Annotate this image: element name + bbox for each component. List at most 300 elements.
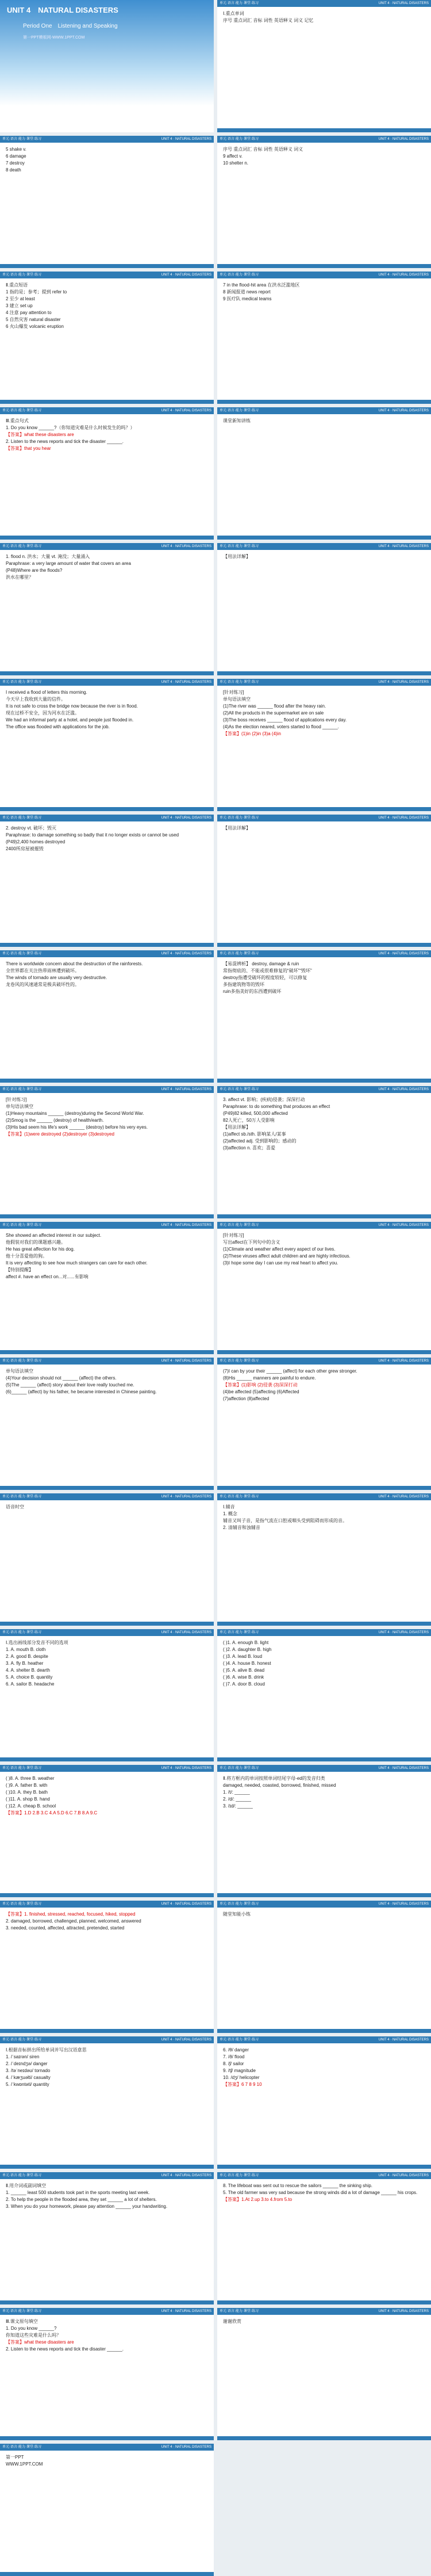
- slide-bottom-bar: [217, 1622, 431, 1626]
- slide-text-line: 1. Do you know ______?（你知道灾难是什么时候发生的吗？）: [6, 425, 135, 430]
- slide-15: [217, 950, 431, 1083]
- slide-text-line: (1)Heavy mountains ______ (destroy)during the Second World War.: [6, 1111, 144, 1116]
- slide-body: [223, 961, 425, 1076]
- slide-top-bar: [0, 1222, 214, 1229]
- slide-text-line: 【用法详解】: [223, 1125, 251, 1130]
- nav-left[interactable]: 单元·语言·能力·课堂·练习: [2, 137, 41, 141]
- slide-text-line: (7)I can by your their ______ (affect) for each other grew stronger.: [223, 1369, 357, 1374]
- slide-top-bar: [0, 407, 214, 414]
- slide-bottom-bar: [217, 807, 431, 811]
- slide-text-line: (3)The boss receives ______ flood of applications every day.: [223, 717, 347, 723]
- slide-top-bar: [0, 679, 214, 686]
- nav-left[interactable]: 单元·语言·能力·课堂·练习: [220, 1359, 259, 1363]
- slide-text-line: (4)As the election neared, voters started to flood ______.: [223, 724, 339, 729]
- slide-bottom-bar: [217, 1486, 431, 1490]
- nav-left[interactable]: 单元·语言·能力·课堂·练习: [220, 1631, 259, 1634]
- nav-left[interactable]: 单元·语言·能力·课堂·练习: [220, 409, 259, 412]
- slide-text-line: 【答案】(1)in (2)in (3)a (4)in: [223, 731, 281, 736]
- slide-body: [6, 1096, 208, 1211]
- slide-bottom-bar: [0, 264, 214, 268]
- slide-text-line: He has great affection for his dog.: [6, 1247, 75, 1252]
- slide-text-line: 现在过桥不安全，因为河水在泛滥。: [6, 710, 79, 716]
- nav-left[interactable]: 单元·语言·能力·课堂·练习: [2, 1631, 41, 1634]
- slide-top-bar: [217, 2308, 431, 2315]
- slide-text-line: I received a flood of letters this morning.: [6, 690, 87, 695]
- slide-text-line: 3. affect vt. 影响；(疾病)侵袭；深深打动: [223, 1097, 305, 1102]
- nav-left[interactable]: 单元·语言·能力·课堂·练习: [220, 816, 259, 820]
- nav-right: UNIT 4 · NATURAL DISASTERS: [161, 1902, 211, 1906]
- slide-text-line: 单句语法填空: [6, 1104, 33, 1109]
- slide-9: [217, 543, 431, 675]
- slide-12: [0, 815, 214, 947]
- slide-top-bar: [0, 136, 214, 143]
- nav-left[interactable]: 单元·语言·能力·课堂·练习: [220, 2310, 259, 2313]
- slide-20: [0, 1358, 214, 1490]
- slide-text-line: 多指建筑物等的毁坏: [223, 982, 264, 987]
- slide-body: [6, 146, 208, 261]
- slide-text-line: ( )8. A. three B. weather: [6, 1776, 55, 1781]
- slide-text-line: 2. Listen to the news reports and tick the disaster ______.: [6, 2346, 124, 2352]
- slide-text-line: 5. A. choice B. quantity: [6, 1675, 53, 1680]
- slide-text-line: (4)Your decision should not ______ (affect) the others.: [6, 1375, 117, 1381]
- slide-top-bar: [0, 2308, 214, 2315]
- slide-text-line: 单句语法填空: [223, 697, 251, 702]
- slide-text-line: 6. /θ/ danger: [223, 2047, 249, 2053]
- nav-right: UNIT 4 · NATURAL DISASTERS: [161, 1088, 211, 1091]
- slide-text-line: 2. To help the people in the flooded area, they set ______ a lot of shelters.: [6, 2197, 157, 2202]
- nav-right: UNIT 4 · NATURAL DISASTERS: [378, 1088, 429, 1091]
- slide-body: [223, 1096, 425, 1211]
- slide-text-line: (3)I hope some day I can use my real heart to affect you.: [223, 1260, 338, 1266]
- nav-left[interactable]: 单元·语言·能力·课堂·练习: [220, 1767, 259, 1770]
- slide-body: [6, 689, 208, 804]
- slide-text-line: Ⅰ.根据音标拼出所给单词并写出汉语意思: [6, 2047, 87, 2053]
- nav-left[interactable]: 单元·语言·能力·课堂·练习: [220, 2038, 259, 2042]
- slide-body: [223, 10, 425, 125]
- nav-left[interactable]: 单元·语言·能力·课堂·练习: [2, 952, 41, 956]
- slide-text-line: 3. A. fly B. heather: [6, 1661, 44, 1666]
- nav-left[interactable]: 单元·语言·能力·课堂·练习: [220, 137, 259, 141]
- slide-text-line: Ⅲ.重点句式: [6, 418, 29, 423]
- nav-right: UNIT 4 · NATURAL DISASTERS: [161, 1767, 211, 1770]
- slide-text-line: 今天早上我收到大量的信件。: [6, 697, 66, 702]
- slide-text-line: We had an informal party at a hotel, and people just flooded in.: [6, 717, 134, 723]
- slide-text-line: 【答案】what these disasters are: [6, 2340, 74, 2345]
- slide-top-bar: [0, 1493, 214, 1500]
- nav-left[interactable]: 单元·语言·能力·课堂·练习: [220, 2174, 259, 2177]
- slide-text-line: (2)All the products in the supermarket are on sale: [223, 710, 324, 716]
- nav-left[interactable]: 单元·语言·能力·课堂·练习: [220, 1224, 259, 1227]
- slide-text-line: 【答案】1.D 2.B 3.C 4.A 5.D 6.C 7.B 8.A 9.C: [6, 1810, 98, 1816]
- slide-text-line: 【答案】that you hear: [6, 446, 51, 451]
- slide-3: [217, 136, 431, 268]
- nav-left[interactable]: 单元·语言·能力·课堂·练习: [2, 1767, 41, 1770]
- slide-text-line: 【答案】(1)were destroyed (2)destroyer (3)destroyed: [6, 1132, 114, 1137]
- slide-text-line: Ⅰ.选出画线部分发音不同的选项: [6, 1640, 68, 1645]
- slide-text-line: damaged, needed, coasted, borrowed, finished, missed: [223, 1783, 336, 1788]
- slide-text-line: 语音时空: [6, 1504, 24, 1509]
- slide-body: [6, 1639, 208, 1755]
- slide-text-line: (4)be affected (5)affecting (6)Affected: [223, 1389, 299, 1394]
- nav-left[interactable]: 单元·语言·能力·课堂·练习: [2, 409, 41, 412]
- slide-text-line: 常指彻底的、不能或很难修复的“破坏”“毁坏”: [223, 968, 312, 973]
- slide-text-line: 4. /ˈkæʒuəlti/ casualty: [6, 2075, 51, 2080]
- slide-top-bar: [217, 1629, 431, 1636]
- slide-11: [217, 679, 431, 811]
- slide-text-line: 他假装对我们的课题感兴趣。: [6, 1240, 66, 1245]
- slide-text-line: 【特别提醒】: [6, 1267, 33, 1272]
- cover-subtitle: Period One Listening and Speaking: [23, 23, 118, 29]
- slide-top-bar: [0, 1901, 214, 1908]
- slide-bottom-bar: [0, 1214, 214, 1218]
- slide-bottom-bar: [217, 671, 431, 675]
- nav-left[interactable]: 单元·语言·能力·课堂·练习: [2, 2038, 41, 2042]
- nav-left[interactable]: 单元·语言·能力·课堂·练习: [2, 681, 41, 684]
- slide-33: [217, 2172, 431, 2304]
- slide-top-bar: [0, 1086, 214, 1093]
- slide-text-line: Ⅱ.用介词或副词填空: [6, 2183, 47, 2188]
- nav-left[interactable]: 单元·语言·能力·课堂·练习: [220, 1902, 259, 1906]
- slide-25: [217, 1629, 431, 1761]
- slide-text-line: ( )7. A. door B. cloud: [223, 1681, 265, 1687]
- slide-body: [6, 553, 208, 668]
- nav-right: UNIT 4 · NATURAL DISASTERS: [161, 952, 211, 956]
- nav-right: UNIT 4 · NATURAL DISASTERS: [161, 273, 211, 277]
- slide-text-line: 3 建立 set up: [6, 303, 33, 308]
- slide-text-line: 6 火山爆发 volcanic eruption: [6, 324, 64, 329]
- slide-body: [6, 2318, 208, 2433]
- nav-right: UNIT 4 · NATURAL DISASTERS: [378, 2174, 429, 2177]
- slide-text-line: 全世界都在关注热带雨林遭到破坏。: [6, 968, 79, 973]
- slide-bottom-bar: [0, 1757, 214, 1761]
- slide-top-bar: [0, 1358, 214, 1365]
- slide-text-line: 8 新闻报道 news report: [223, 289, 271, 295]
- nav-right: UNIT 4 · NATURAL DISASTERS: [161, 1224, 211, 1227]
- slide-text-line: It is not safe to cross the bridge now because the river is in flood.: [6, 704, 138, 709]
- slide-13: [217, 815, 431, 947]
- slide-text-line: 4. A. shelter B. dearth: [6, 1668, 50, 1673]
- slide-text-line: (P48)Where are the floods?: [6, 568, 63, 573]
- slide-text-line: 10 shelter n.: [223, 160, 249, 166]
- slide-text-line: There is worldwide concern about the destruction of the rainforests.: [6, 961, 143, 966]
- slide-top-bar: [217, 272, 431, 278]
- slide-text-line: 6. A. sailor B. headache: [6, 1681, 55, 1687]
- slide-text-line: 10. /dʒ/ helicopter: [223, 2075, 260, 2080]
- slide-text-line: 2. /ˈdeɪndʒə/ danger: [6, 2061, 48, 2066]
- slide-top-bar: [217, 2036, 431, 2043]
- slide-top-bar: [0, 543, 214, 550]
- slide-body: [223, 1368, 425, 1483]
- slide-text-line: destroy指遭受破坏的程度较轻，可以修复: [223, 975, 307, 980]
- slide-32: [0, 2172, 214, 2304]
- slide-text-line: The winds of tornado are usually very destructive.: [6, 975, 107, 980]
- slide-text-line: The office was flooded with applications for the job.: [6, 724, 110, 729]
- slide-text-line: ruin多指美好的东西遭到破坏: [223, 989, 282, 994]
- slide-body: [223, 146, 425, 261]
- nav-left[interactable]: 单元·语言·能力·课堂·练习: [2, 2174, 41, 2177]
- nav-right: UNIT 4 · NATURAL DISASTERS: [161, 137, 211, 141]
- slide-text-line: 3. /ɪd/: ______: [223, 1803, 253, 1809]
- slide-text-line: 8 death: [6, 167, 21, 173]
- slide-text-line: Ⅱ.将方框内的单词按照单词结尾字母-ed的发音归类: [223, 1776, 325, 1781]
- slide-top-bar: [0, 1765, 214, 1772]
- slide-text-line: 2. damaged, borrowed, challenged, planned, welcomed, answered: [6, 1918, 141, 1924]
- slide-top-bar: [217, 543, 431, 550]
- slide-31: [217, 2036, 431, 2169]
- nav-right: UNIT 4 · NATURAL DISASTERS: [378, 1631, 429, 1634]
- slide-body: [223, 825, 425, 940]
- slide-body: [6, 2454, 208, 2569]
- slide-top-bar: [217, 1086, 431, 1093]
- nav-left[interactable]: 单元·语言·能力·课堂·练习: [220, 273, 259, 277]
- slide-text-line: 1. flood n. 洪水；大量 vt. 淹没；大量涌入: [6, 554, 90, 559]
- slide-body: [223, 689, 425, 804]
- nav-right: UNIT 4 · NATURAL DISASTERS: [378, 816, 429, 820]
- slide-text-line: 【答案】6 7 8 9 10: [223, 2082, 262, 2087]
- slide-bottom-bar: [217, 2436, 431, 2440]
- slide-text-line: 1. 概念: [223, 1511, 237, 1516]
- slide-text-line: ( )2. A. daughter B. high: [223, 1647, 272, 1652]
- nav-left[interactable]: 单元·语言·能力·课堂·练习: [2, 2310, 41, 2313]
- slide-bottom-bar: [217, 1214, 431, 1218]
- slide-text-line: ( )5. A. alive B. dead: [223, 1668, 265, 1673]
- slide-bottom-bar: [217, 1350, 431, 1354]
- nav-right: UNIT 4 · NATURAL DISASTERS: [161, 1631, 211, 1634]
- slide-text-line: 【易混辨析】 destroy, damage & ruin: [223, 961, 299, 966]
- slide-bottom-bar: [0, 2165, 214, 2169]
- slide-bottom-bar: [0, 671, 214, 675]
- slide-text-line: 8. /ʃ/ sailor: [223, 2061, 244, 2066]
- slide-text-line: 谢谢欣赏: [223, 2319, 241, 2324]
- slide-text-line: 【用法详解】: [223, 554, 251, 559]
- slide-bottom-bar: [0, 1893, 214, 1897]
- slide-text-line: Paraphrase: to damage something so badly that it no longer exists or cannot be used: [6, 832, 179, 838]
- slide-body: [223, 1232, 425, 1347]
- slide-text-line: 你知道这些灾难是什么吗？: [6, 2333, 61, 2338]
- slide-bottom-bar: [0, 943, 214, 947]
- slide-bottom-bar: [0, 807, 214, 811]
- nav-left[interactable]: 单元·语言·能力·课堂·练习: [2, 273, 41, 277]
- slide-bottom-bar: [0, 2029, 214, 2033]
- nav-right: UNIT 4 · NATURAL DISASTERS: [378, 1359, 429, 1363]
- slide-text-line: 2. A. good B. despite: [6, 1654, 48, 1659]
- slide-bottom-bar: [217, 1757, 431, 1761]
- slide-text-line: ( )9. A. father B. with: [6, 1783, 48, 1788]
- slide-text-line: (P49)2,400 homes destroyed: [6, 839, 66, 844]
- slide-text-line: 1. Do you know ______?: [6, 2326, 57, 2331]
- nav-left[interactable]: 单元·语言·能力·课堂·练习: [2, 1088, 41, 1091]
- slide-text-line: ( )12. A. cheap B. school: [6, 1803, 56, 1809]
- slide-30: [0, 2036, 214, 2169]
- slide-34: [0, 2308, 214, 2440]
- slide-text-line: 1. /ˈsaɪrən/ siren: [6, 2054, 40, 2059]
- nav-right: UNIT 4 · NATURAL DISASTERS: [378, 952, 429, 956]
- slide-text-line: 5 shake v.: [6, 147, 26, 152]
- slide-top-bar: [0, 2444, 214, 2451]
- cover-title: UNIT 4 NATURAL DISASTERS: [7, 7, 118, 14]
- slide-bottom-bar: [0, 2572, 214, 2576]
- slide-text-line: [针对练习]: [223, 690, 244, 695]
- nav-left[interactable]: 单元·语言·能力·课堂·练习: [2, 1495, 41, 1499]
- slide-text-line: 9. /tʃ/ magnitude: [223, 2068, 256, 2073]
- slide-text-line: 序号 重点词汇 音标 词性 英语释义 词义: [223, 147, 303, 152]
- nav-left[interactable]: 单元·语言·能力·课堂·练习: [2, 816, 41, 820]
- slide-body: [6, 961, 208, 1076]
- slide-top-bar: [217, 815, 431, 821]
- slide-text-line: (3)affection n. 喜欢；喜爱: [223, 1145, 275, 1151]
- slide-text-line: WWW.1PPT.COM: [6, 2462, 43, 2467]
- nav-right: UNIT 4 · NATURAL DISASTERS: [378, 409, 429, 412]
- nav-right: UNIT 4 · NATURAL DISASTERS: [378, 1767, 429, 1770]
- slide-text-line: 【答案】1.At 2.up 3.to 4.from 5.to: [223, 2197, 293, 2202]
- slide-top-bar: [217, 2172, 431, 2179]
- slide-text-line: 洪水在哪里？: [6, 575, 33, 580]
- nav-right: UNIT 4 · NATURAL DISASTERS: [161, 409, 211, 412]
- slide-text-line: 【答案】what these disasters are: [6, 432, 74, 437]
- slide-text-line: 1. ______ least 500 students took part in the sports meeting last week.: [6, 2190, 150, 2195]
- slide-top-bar: [0, 2172, 214, 2179]
- slide-text-line: Ⅰ.辅音: [223, 1504, 235, 1509]
- slide-bottom-bar: [217, 2029, 431, 2033]
- nav-right: UNIT 4 · NATURAL DISASTERS: [161, 816, 211, 820]
- nav-right: UNIT 4 · NATURAL DISASTERS: [161, 2310, 211, 2313]
- nav-right: UNIT 4 · NATURAL DISASTERS: [378, 273, 429, 277]
- cover-slide: [0, 0, 214, 132]
- slide-27: [217, 1765, 431, 1897]
- slide-body: [6, 1232, 208, 1347]
- slide-text-line: (1)The river was ______ flood after the heavy rain.: [223, 704, 326, 709]
- nav-right: UNIT 4 · NATURAL DISASTERS: [161, 2445, 211, 2449]
- slide-text-line: 【答案】1. finished, stressed, reached, focused, hiked, stopped: [6, 1912, 136, 1917]
- slide-2: [0, 136, 214, 268]
- slide-text-line: 2 至少 at least: [6, 296, 35, 301]
- slide-top-bar: [0, 2036, 214, 2043]
- slide-bottom-bar: [0, 1079, 214, 1083]
- slide-text-line: 辅音又叫子音，是指气流在口腔或咽头受到阻碍而形成的音。: [223, 1518, 347, 1523]
- slide-text-line: 4 注意 pay attention to: [6, 310, 52, 315]
- nav-left[interactable]: 单元·语言·能力·课堂·练习: [2, 545, 41, 548]
- slide-text-line: 2. /d/: ______: [223, 1797, 251, 1802]
- nav-left[interactable]: 单元·语言·能力·课堂·练习: [2, 1902, 41, 1906]
- slide-text-line: (P49)82 killed, 500,000 affected: [223, 1111, 288, 1116]
- slide-26: [0, 1765, 214, 1897]
- slide-35: [217, 2308, 431, 2440]
- slide-text-line: (1)affect sb./sth. 影响某人/某事: [223, 1132, 286, 1137]
- slide-14: [0, 950, 214, 1083]
- slide-bottom-bar: [217, 536, 431, 540]
- slide-text-line: 5. /ˈkwɒntəti/ quantity: [6, 2082, 49, 2087]
- nav-left[interactable]: 单元·语言·能力·课堂·练习: [2, 1359, 41, 1363]
- slide-text-line: 7 in the flood-hit area 在洪水泛滥地区: [223, 282, 300, 288]
- slide-bottom-bar: [0, 2436, 214, 2440]
- slide-top-bar: [217, 1901, 431, 1908]
- nav-right: UNIT 4 · NATURAL DISASTERS: [161, 545, 211, 548]
- slide-top-bar: [0, 1629, 214, 1636]
- nav-left[interactable]: 单元·语言·能力·课堂·练习: [220, 2, 259, 5]
- cover-site: 第一PPT模板网-WWW.1PPT.COM: [23, 36, 85, 40]
- slide-top-bar: [217, 679, 431, 686]
- slide-text-line: (2)These viruses affect adult children and are highly infectious.: [223, 1253, 351, 1259]
- slide-text-line: 1. A. mouth B. cloth: [6, 1647, 46, 1652]
- slide-text-line: (2)Smog is the ______ (destroy) of health/earth.: [6, 1118, 104, 1123]
- slide-bottom-bar: [217, 943, 431, 947]
- slide-top-bar: [217, 1765, 431, 1772]
- slide-bottom-bar: [0, 1622, 214, 1626]
- nav-left[interactable]: 单元·语言·能力·课堂·练习: [220, 952, 259, 956]
- slide-body: [223, 1639, 425, 1755]
- slide-body: [6, 825, 208, 940]
- nav-left[interactable]: 单元·语言·能力·课堂·练习: [2, 2445, 41, 2449]
- slide-text-line: 82人死亡，50万人受影响: [223, 1118, 275, 1123]
- slide-text-line: (2)affected adj. 受到影响的；感动的: [223, 1138, 297, 1144]
- slide-text-line: 9 医疗队 medical teams: [223, 296, 272, 301]
- slide-text-line: 2. destroy vt. 破坏；毁灭: [6, 825, 57, 831]
- slide-text-line: 7 destroy: [6, 160, 25, 166]
- slide-text-line: ( )6. A. wise B. drink: [223, 1675, 264, 1680]
- slide-29: [217, 1901, 431, 2033]
- nav-right: UNIT 4 · NATURAL DISASTERS: [378, 2038, 429, 2042]
- slide-body: [223, 1775, 425, 1890]
- slide-text-line: ( )3. A. lead B. loud: [223, 1654, 263, 1659]
- slide-text-line: (3)His bad seem his life's work ______ (destroy) before his very eyes.: [6, 1125, 148, 1130]
- slide-body: [6, 418, 208, 533]
- slide-text-line: ( )10. A. they B. bath: [6, 1790, 48, 1795]
- nav-right: UNIT 4 · NATURAL DISASTERS: [161, 2038, 211, 2042]
- nav-left[interactable]: 单元·语言·能力·课堂·练习: [220, 545, 259, 548]
- nav-right: UNIT 4 · NATURAL DISASTERS: [378, 545, 429, 548]
- slide-text-line: ( )4. A. house B. honest: [223, 1661, 271, 1666]
- nav-right: UNIT 4 · NATURAL DISASTERS: [161, 681, 211, 684]
- nav-left[interactable]: 单元·语言·能力·课堂·练习: [220, 1495, 259, 1499]
- slide-text-line: Paraphrase: to do something that produces an effect: [223, 1104, 330, 1109]
- slide-19: [217, 1222, 431, 1354]
- slide-text-line: 【用法详解】: [223, 825, 251, 831]
- nav-left[interactable]: 单元·语言·能力·课堂·练习: [220, 1088, 259, 1091]
- slide-bottom-bar: [217, 2300, 431, 2304]
- slide-text-line: ( )1. A. enough B. light: [223, 1640, 269, 1645]
- slide-6: [0, 407, 214, 540]
- nav-left[interactable]: 单元·语言·能力·课堂·练习: [220, 681, 259, 684]
- slide-text-line: It is very affecting to see how much strangers can care for each other.: [6, 1260, 148, 1266]
- slide-body: [6, 1368, 208, 1483]
- slide-body: [223, 418, 425, 533]
- slide-top-bar: [217, 407, 431, 414]
- nav-right: UNIT 4 · NATURAL DISASTERS: [378, 137, 429, 141]
- slide-text-line: 3. When you do your homework, please pay attention ______ your handwriting.: [6, 2204, 168, 2209]
- slide-text-line: 3. needed, counted, affected, attracted, pretended, started: [6, 1925, 125, 1931]
- slide-body: [223, 2318, 425, 2433]
- slide-16: [0, 1086, 214, 1218]
- slide-text-line: 【答案】(1)影响 (2)侵袭 (3)深深打动: [223, 1382, 298, 1388]
- slide-text-line: 5. The old farmer was very sad because the strong winds did a lot of damage ______ his crops.: [223, 2190, 418, 2195]
- slide-text-line: 9 affect v.: [223, 154, 243, 159]
- slide-bottom-bar: [217, 1893, 431, 1897]
- slide-text-line: Ⅰ.重点单词: [223, 11, 244, 16]
- slide-text-line: 3. /təˈneɪdəʊ/ tornado: [6, 2068, 51, 2073]
- slide-text-line: Paraphrase: a very large amount of water that covers an area: [6, 561, 131, 566]
- slide-top-bar: [0, 815, 214, 821]
- slide-text-line: Ⅱ.重点短语: [6, 282, 28, 288]
- slide-bottom-bar: [0, 536, 214, 540]
- slide-text-line: 单句语法填空: [6, 1369, 33, 1374]
- slide-top-bar: [217, 1493, 431, 1500]
- slide-body: [223, 553, 425, 668]
- slide-body: [6, 282, 208, 397]
- slide-text-line: affect #. have an effect on...对......有影响: [6, 1274, 88, 1279]
- nav-left[interactable]: 单元·语言·能力·课堂·练习: [2, 1224, 41, 1227]
- slide-7: [217, 407, 431, 540]
- slide-text-line: 2. Listen to the news reports and tick the disaster ______.: [6, 439, 124, 444]
